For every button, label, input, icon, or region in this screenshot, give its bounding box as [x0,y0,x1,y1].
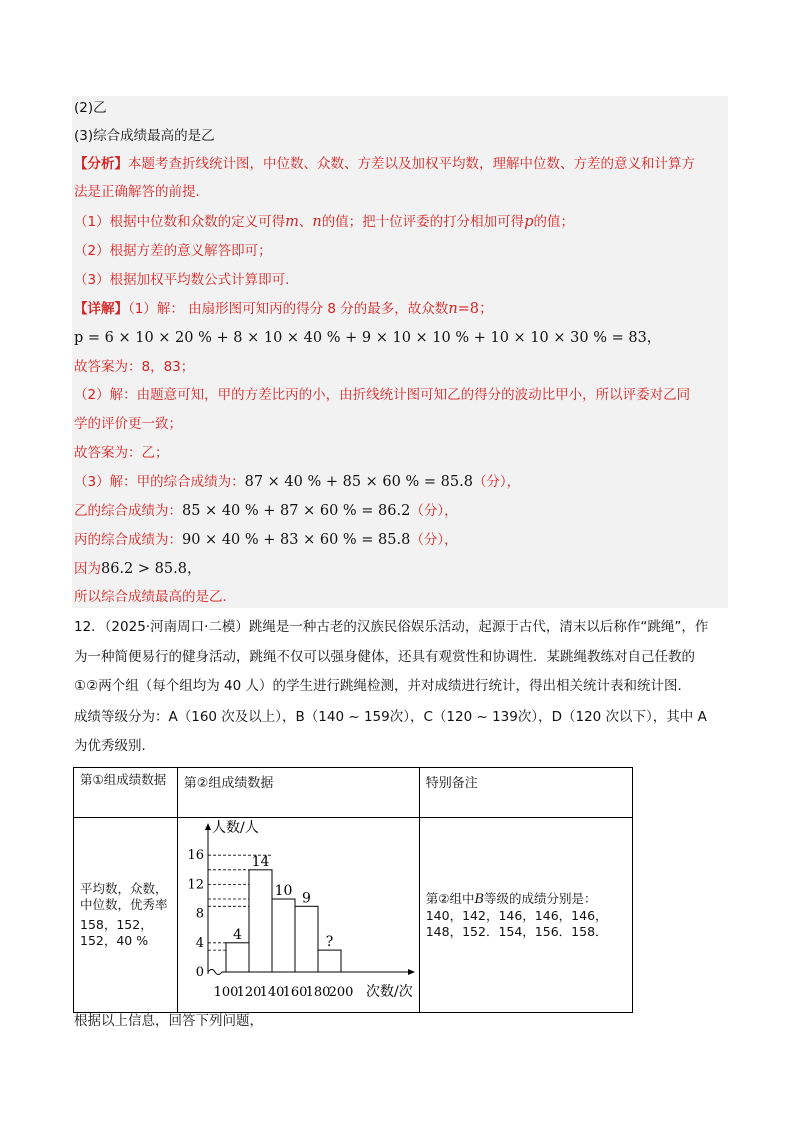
analysis-text1: 本题考查折线统计图，中位数、众数、方差以及加权平均数，理解中位数、方差的意义和计算方 [128,156,695,172]
header-group1: 第①组成绩数据 [74,768,178,818]
answer2: 故答案为：乙； [74,445,169,461]
step1 [74,213,574,231]
because-label: 因为 [74,561,101,577]
table-header-row [74,768,633,818]
group2-chart-cell [177,818,419,1013]
bar-value-label: ? [325,934,334,951]
d3-label: （3）解：甲的综合成绩为： [74,474,245,490]
group1-stats [74,818,178,1013]
bar-value-label: 4 [232,926,242,943]
group1-labels: 平均数，众数，中位数，优秀率 [80,881,168,912]
bar-value-label: 9 [301,890,311,907]
histogram-bar [295,906,318,972]
detail-text1: （1）解： 由扇形图可知丙的得分 8 分的最多，故众数 [128,301,449,317]
x-axis-arrow [408,969,415,975]
histogram-chart [178,818,418,1008]
var-m: m [285,214,299,230]
histogram-bar [318,950,341,972]
d3c-expr: 90 × 40 % + 83 × 60 % = 85.8 [182,532,411,548]
x-tick-label: 120 [236,985,262,1000]
note-c: 等级的成绩分别是： [484,890,597,906]
x-tick-label: 180 [305,985,331,1000]
note-values1: 140，142，146，146，146， [425,907,608,923]
d3-expr: 87 × 40 % + 85 × 60 % = 85.8 [244,474,473,490]
detail-eq: =8； [457,301,494,317]
step1-text-b: 的值；把十位评委的打分相加可得 [321,214,525,230]
histogram-bar [226,943,249,972]
problem-line2: 为一种简便易行的健身活动，跳绳不仅可以强身健体，还具有观赏性和协调性．某跳绳教练对自己任教的 [74,649,695,665]
var-n2: n [448,301,458,317]
problem-line1: 12．（2025·河南周口·二模）跳绳是一种古老的汉族民俗娱乐活动，起源于古代，清末以后称作“跳绳”，作 [74,619,709,635]
note-b: B [474,891,485,907]
formula-p: p = 6 × 10 × 20 % + 8 × 10 × 40 % + 9 × 10 × 10 % + 10 × 10 × 30 % = 83， [74,330,662,346]
bar-value-label: 14 [251,853,270,870]
analysis-line2: 法是正确解答的前提． [74,184,209,200]
conclusion: 所以综合成绩最高的是乙． [74,589,236,605]
because-expr: 86.2 > 85.8， [101,561,202,577]
detail-line1 [74,300,494,318]
detail-line3b [74,502,458,520]
step1-sep: 、 [298,214,313,230]
y-axis-arrow [205,823,211,830]
step3: （3）根据加权平均数公式计算即可． [74,272,299,288]
step1-text-c: 的值； [533,214,574,230]
problem-line5: 为优秀级别． [74,738,155,754]
x-tick-label: 200 [328,985,354,1000]
y-axis-label: 人数/人 [211,820,259,836]
y-tick-label: 0 [195,965,204,980]
var-p: p [524,214,534,230]
analysis-tag: 【分析】 [74,156,128,172]
bar-value-label: 10 [274,883,293,899]
group1-values: 158，152，152，40 % [80,917,153,948]
detail-line2b: 学的评价更一致； [74,416,182,432]
detail-line3 [74,473,520,491]
d3b-expr: 85 × 40 % + 87 × 60 % = 86.2 [182,503,411,519]
answer1: 故答案为：8，83； [74,359,195,375]
x-tick-label: 100 [213,985,239,1000]
var-n: n [312,214,322,230]
because-line [74,560,201,578]
header-note: 特别备注 [419,768,632,818]
step1-text: （1）根据中位数和众数的定义可得 [74,214,286,230]
d3c-label: 丙的综合成绩为： [74,532,182,548]
detail-line3c [74,531,458,549]
part3-answer: (3)综合成绩最高的是乙 [74,128,215,144]
note-line1 [426,891,626,908]
step2: （2）根据方差的意义解答即可； [74,243,272,259]
y-tick-label: 4 [195,935,204,951]
problem-line4: 成绩等级分为：A（160 次及以上），B（140 ~ 159次），C（120 ~ 139次），D（120 次以下），其中 A [74,709,707,725]
special-note [419,818,632,1013]
d3-unit: （分）， [472,474,521,490]
detail-line2a: （2）解：由题意可知，甲的方差比丙的小，由折线统计图可知乙的得分的波动比甲小，所以评委对乙同 [74,387,691,403]
x-axis-label: 次数/次 [365,984,413,1000]
analysis-line1 [74,155,695,173]
note-a: 第②组中 [425,890,475,906]
x-tick-label: 160 [282,985,308,1000]
d3b-label: 乙的综合成绩为： [74,503,182,519]
y-tick-label: 16 [187,848,204,864]
y-tick-label: 8 [195,906,204,922]
problem-line3: ①②两个组（每个组均为 40 人）的学生进行跳绳检测，并对成绩进行统计，得出相关统计表和统计图． [74,678,691,694]
after-text: 根据以上信息，回答下列问题， [74,1013,263,1029]
header-group2: 第②组成绩数据 [177,768,419,818]
histogram-bar [249,870,272,972]
d3b-unit: （分）， [410,503,458,519]
d3c-unit: （分）， [410,532,458,548]
table-body-row [74,818,633,1013]
part2-answer: (2)乙 [74,100,107,116]
histogram-bar [272,899,295,972]
detail-tag: 【详解】 [74,301,128,317]
note-values2: 148，152．154，156．158． [425,923,608,939]
x-tick-label: 140 [259,985,285,1000]
stats-table [73,767,633,1013]
y-tick-label: 12 [187,877,204,893]
